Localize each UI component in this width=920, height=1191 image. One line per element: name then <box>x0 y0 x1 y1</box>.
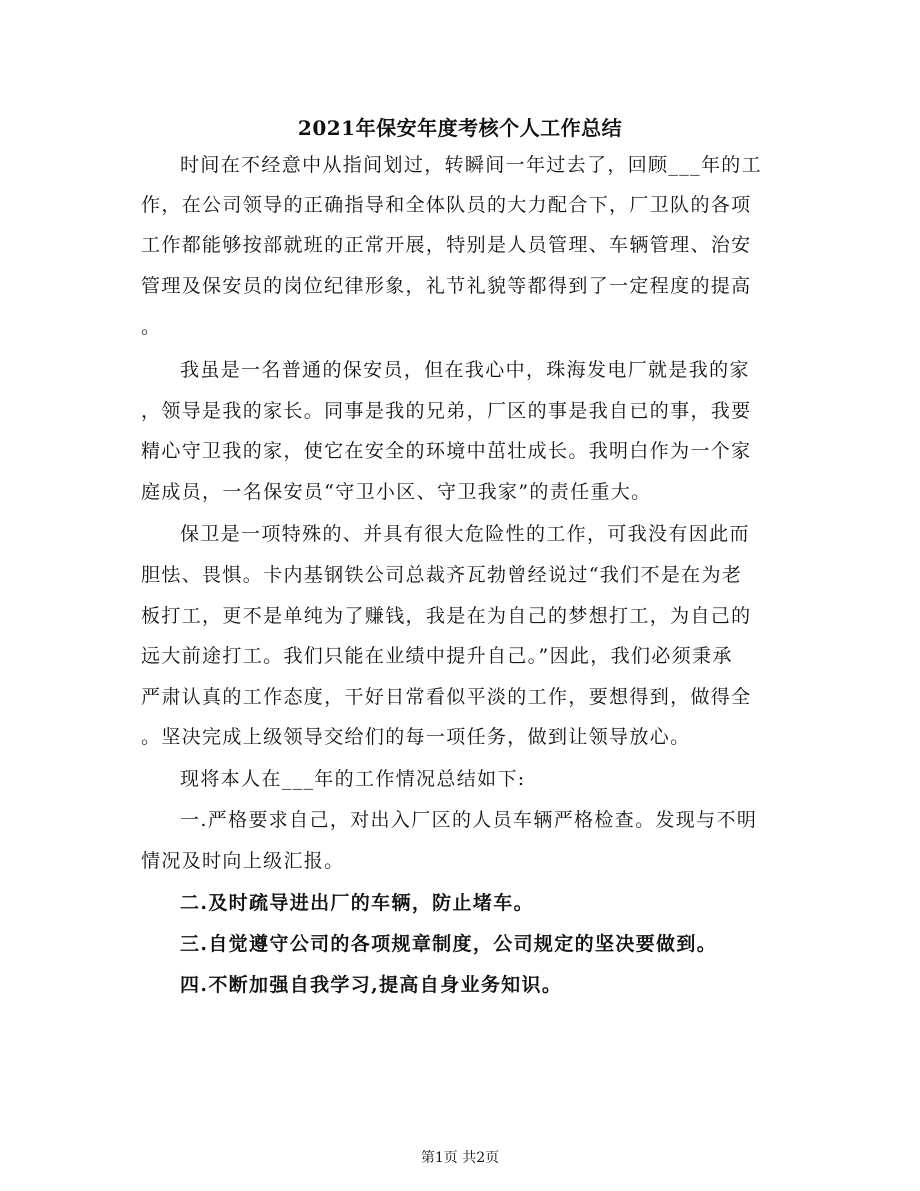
page-number: 第1页 共2页 <box>420 1150 500 1166</box>
text-line: ，领导是我的家长。同事是我的兄弟，厂区的事是我自已的事，我要 <box>141 400 752 422</box>
text-line: 作，在公司领导的正确指导和全体队员的大力配合下，厂卫队的各项 <box>141 194 752 216</box>
text-line: 保卫是一项特殊的、并具有很大危险性的工作，可我没有因此而 <box>180 523 750 545</box>
text-line: 。 <box>141 316 162 338</box>
text-line: 三.自觉遵守公司的各项规章制度，公司规定的坚决要做到。 <box>180 933 718 955</box>
text-line: 二.及时疏导进出厂的车辆，防止堵车。 <box>180 892 534 914</box>
text-line: 四.不断加强自我学习,提高自身业务知识。 <box>180 974 563 996</box>
text-line: 现将本人在___年的工作情况总结如下: <box>180 768 526 790</box>
text-line: 时间在不经意中从指间划过，转瞬间一年过去了，回顾___年的工 <box>180 154 763 176</box>
text-line: 远大前途打工。我们只能在业绩中提升自己。”因此，我们必须秉承 <box>141 645 733 667</box>
text-line: 一.严格要求自己，对出入厂区的人员车辆严格检查。发现与不明 <box>180 809 758 831</box>
document-title: 2021年保安年度考核个人工作总结 <box>297 116 623 140</box>
text-line: 。坚决完成上级领导交给们的每一项任务，做到让领导放心。 <box>141 726 691 748</box>
text-line: 工作都能够按部就班的正常开展，特别是人员管理、车辆管理、治安 <box>141 234 752 256</box>
text-line: 板打工，更不是单纯为了赚钱，我是在为自己的梦想打工，为自己的 <box>141 605 752 627</box>
text-line: 管理及保安员的岗位纪律形象，礼节礼貌等都得到了一定程度的提高 <box>141 275 752 297</box>
text-line: 我虽是一名普通的保安员，但在我心中，珠海发电厂就是我的家 <box>180 359 750 381</box>
text-line: 胆怯、畏惧。卡内基钢铁公司总裁齐瓦勃曾经说过“我们不是在为老 <box>141 564 743 586</box>
text-line: 庭成员，一名保安员“守卫小区、守卫我家”的责任重大。 <box>141 481 652 503</box>
text-line: 严肃认真的工作态度，干好日常看似平淡的工作，要想得到，做得全 <box>141 686 752 708</box>
text-line: 情况及时向上级汇报。 <box>141 850 345 872</box>
text-line: 精心守卫我的家，使它在安全的环境中茁壮成长。我明白作为一个家 <box>141 440 752 462</box>
